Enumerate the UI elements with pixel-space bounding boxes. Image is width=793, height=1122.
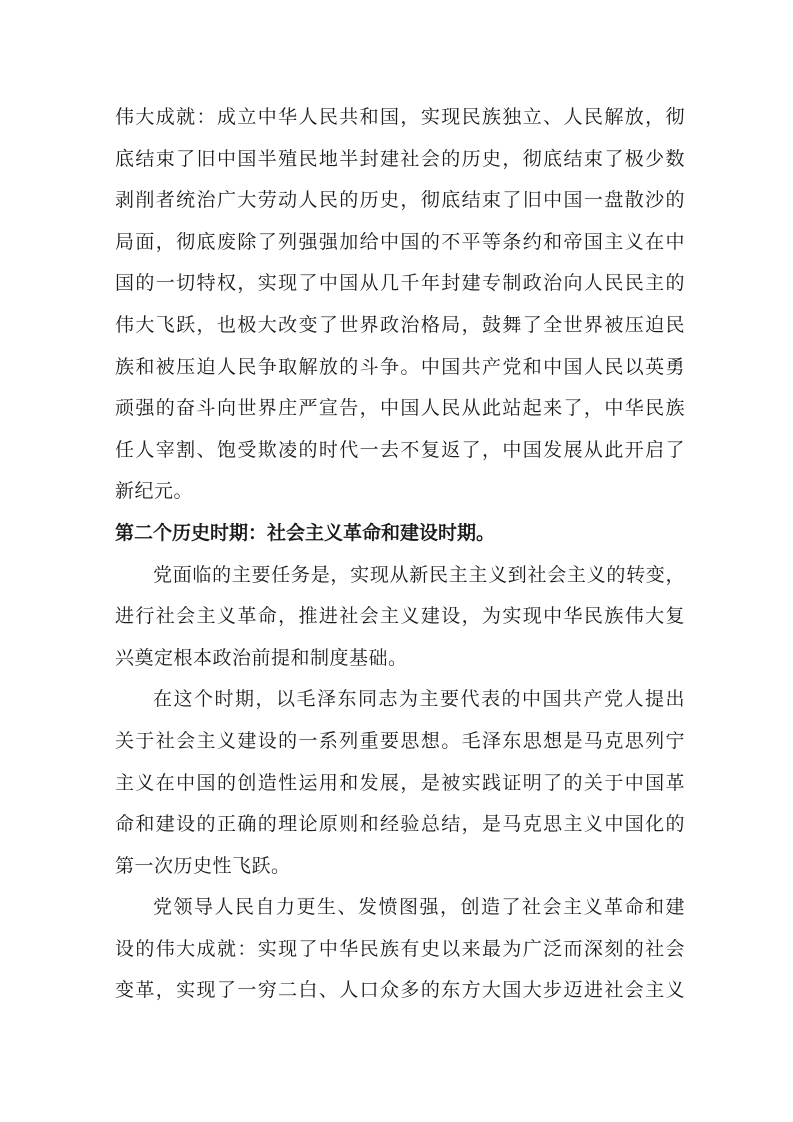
text-line: 任人宰割、饱受欺凌的时代一去不复返了，中国发展从此开启了 (115, 439, 685, 461)
text-line: 底结束了旧中国半殖民地半封建社会的历史，彻底结束了极少数 (115, 148, 685, 170)
text-line: 新纪元。 (115, 481, 194, 503)
text-line: 局面，彻底废除了列强强加给中国的不平等条约和帝国主义在中 (115, 231, 685, 253)
paragraph-continuation (115, 97, 685, 513)
text-line: 命和建设的正确的理论原则和经验总结，是马克思主义中国化的 (115, 814, 685, 836)
text-line: 剥削者统治广大劳动人民的历史，彻底结束了旧中国一盘散沙的 (115, 190, 685, 212)
text-line: 关于社会主义建设的一系列重要思想。毛泽东思想是马克思列宁 (115, 730, 685, 752)
paragraph (115, 555, 685, 680)
text-line: 兴奠定根本政治前提和制度基础。 (115, 647, 408, 669)
text-line: 主义在中国的创造性运用和发展，是被实践证明了的关于中国革 (115, 772, 685, 794)
text-line: 第一次历史性飞跃。 (115, 855, 291, 877)
text-line: 设的伟大成就：实现了中华民族有史以来最为广泛而深刻的社会 (115, 938, 685, 960)
text-line: 顽强的奋斗向世界庄严宣告，中国人民从此站起来了，中华民族 (115, 398, 685, 420)
text-line: 族和被压迫人民争取解放的斗争。中国共产党和中国人民以英勇 (115, 356, 685, 378)
text-line: 进行社会主义革命，推进社会主义建设，为实现中华民族伟大复 (115, 606, 685, 628)
paragraph (115, 679, 685, 887)
section-heading: 第二个历史时期：社会主义革命和建设时期。 (115, 522, 496, 544)
text-line: 国的一切特权，实现了中国从几千年封建专制政治向人民民主的 (115, 273, 685, 295)
text-line: 伟大飞跃，也极大改变了世界政治格局，鼓舞了全世界被压迫民 (115, 314, 685, 336)
text-line: 党领导人民自力更生、发愤图强，创造了社会主义革命和建 (153, 897, 685, 919)
text-line: 变革，实现了一穷二白、人口众多的东方大国大步迈进社会主义 (115, 980, 685, 1002)
text-line: 伟大成就：成立中华人民共和国，实现民族独立、人民解放，彻 (115, 107, 685, 128)
text-line: 党面临的主要任务是，实现从新民主主义到社会主义的转变， (153, 564, 685, 586)
paragraph (115, 887, 685, 1012)
document-text-column (115, 97, 685, 1012)
text-line: 在这个时期，以毛泽东同志为主要代表的中国共产党人提出 (153, 689, 685, 711)
